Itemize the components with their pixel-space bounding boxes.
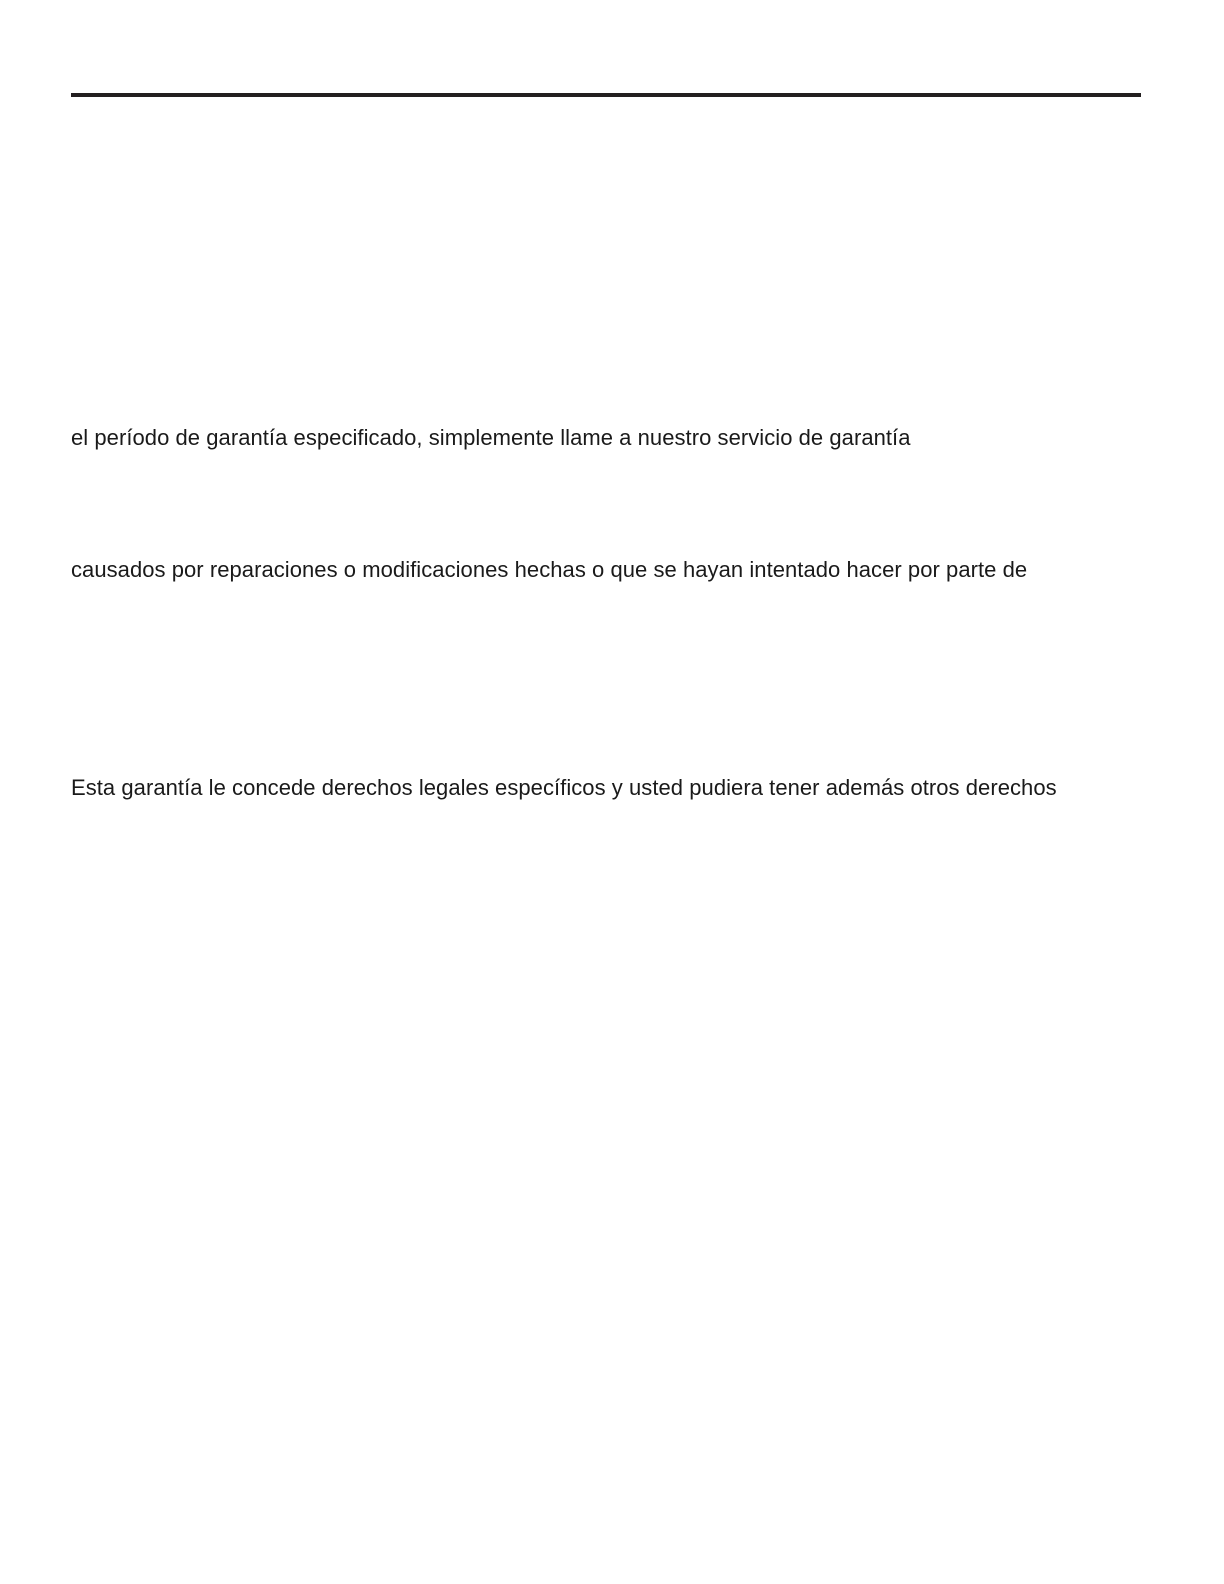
text-line-repairs-modifications: causados por reparaciones o modificaciones hechas o que se hayan intentado hacer por parte de bbox=[71, 557, 1028, 582]
text-line-legal-rights: Esta garantía le concede derechos legales específicos y usted pudiera tener además otros derechos bbox=[71, 775, 1057, 800]
header-rule bbox=[71, 93, 1141, 97]
text-line-warranty-period: el período de garantía especificado, simplemente llame a nuestro servicio de garantía bbox=[71, 425, 911, 450]
